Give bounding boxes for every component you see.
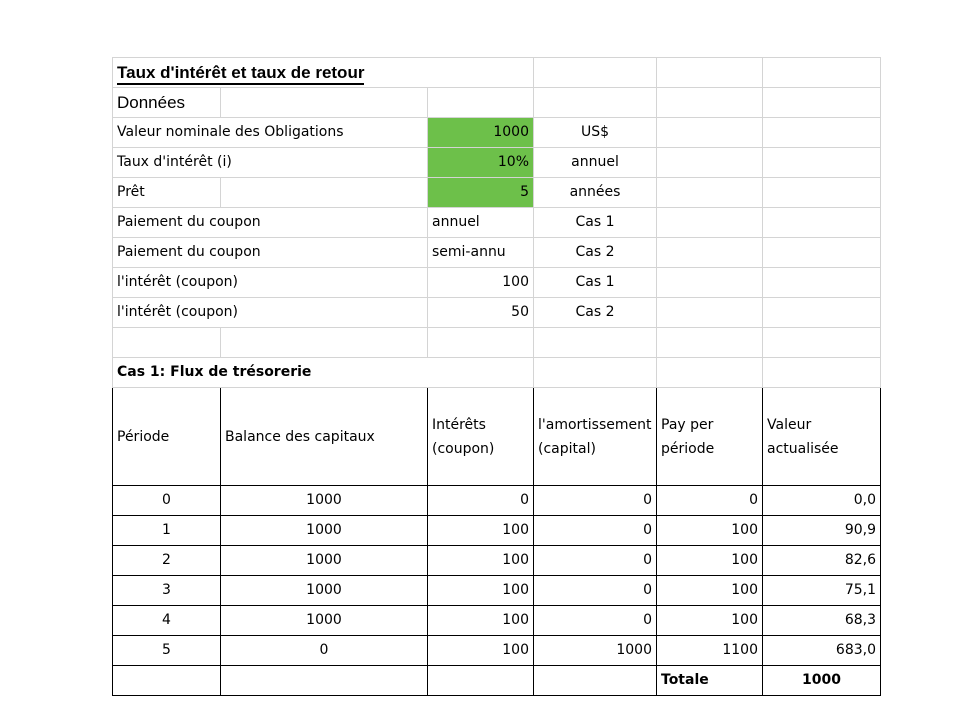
cell[interactable] bbox=[657, 208, 763, 238]
coupon-case[interactable]: Cas 2 bbox=[534, 238, 657, 268]
column-header[interactable]: Période bbox=[113, 388, 221, 486]
cell[interactable] bbox=[763, 178, 881, 208]
cell[interactable] bbox=[763, 208, 881, 238]
total-value[interactable]: 1000 bbox=[763, 666, 881, 696]
amortization-cell[interactable]: 0 bbox=[534, 576, 657, 606]
input-value[interactable]: 5 bbox=[428, 178, 534, 208]
amortization-cell[interactable]: 0 bbox=[534, 516, 657, 546]
period-cell[interactable]: 1 bbox=[113, 516, 221, 546]
balance-cell[interactable]: 1000 bbox=[221, 606, 428, 636]
cell[interactable] bbox=[221, 88, 428, 118]
cell[interactable] bbox=[657, 88, 763, 118]
donnees-label[interactable]: Données bbox=[113, 88, 221, 118]
present-value-cell[interactable]: 82,6 bbox=[763, 546, 881, 576]
column-header[interactable]: l'amortissement (capital) bbox=[534, 388, 657, 486]
column-header[interactable]: Intérêts (coupon) bbox=[428, 388, 534, 486]
input-value[interactable]: 1000 bbox=[428, 118, 534, 148]
cell[interactable] bbox=[763, 358, 881, 388]
present-value-cell[interactable]: 75,1 bbox=[763, 576, 881, 606]
cell[interactable] bbox=[657, 178, 763, 208]
sheet-title-cell[interactable] bbox=[113, 58, 534, 88]
input-label[interactable]: Taux d'intérêt (i) bbox=[113, 148, 428, 178]
payment-cell[interactable]: 1100 bbox=[657, 636, 763, 666]
coupon-value[interactable]: 100 bbox=[428, 268, 534, 298]
cell[interactable] bbox=[534, 358, 657, 388]
cell[interactable] bbox=[763, 58, 881, 88]
cell[interactable] bbox=[763, 328, 881, 358]
cell[interactable] bbox=[657, 358, 763, 388]
interest-cell[interactable]: 100 bbox=[428, 606, 534, 636]
coupon-case[interactable]: Cas 2 bbox=[534, 298, 657, 328]
total-label[interactable]: Totale bbox=[657, 666, 763, 696]
cell[interactable] bbox=[763, 88, 881, 118]
cell[interactable] bbox=[221, 328, 428, 358]
cell[interactable] bbox=[763, 298, 881, 328]
interest-cell[interactable]: 100 bbox=[428, 576, 534, 606]
cell[interactable] bbox=[428, 666, 534, 696]
cell[interactable] bbox=[657, 58, 763, 88]
coupon-case[interactable]: Cas 1 bbox=[534, 208, 657, 238]
present-value-cell[interactable]: 90,9 bbox=[763, 516, 881, 546]
interest-cell[interactable]: 100 bbox=[428, 636, 534, 666]
interest-cell[interactable]: 0 bbox=[428, 486, 534, 516]
interest-cell[interactable]: 100 bbox=[428, 546, 534, 576]
cell[interactable] bbox=[657, 298, 763, 328]
cell[interactable] bbox=[113, 328, 221, 358]
column-header[interactable]: Pay per période bbox=[657, 388, 763, 486]
interest-cell[interactable]: 100 bbox=[428, 516, 534, 546]
input-unit[interactable]: années bbox=[534, 178, 657, 208]
input-unit[interactable]: US$ bbox=[534, 118, 657, 148]
section-title[interactable]: Cas 1: Flux de trésorerie bbox=[113, 358, 534, 388]
balance-cell[interactable]: 0 bbox=[221, 636, 428, 666]
payment-cell[interactable]: 100 bbox=[657, 606, 763, 636]
cell[interactable] bbox=[657, 148, 763, 178]
input-label[interactable]: Valeur nominale des Obligations bbox=[113, 118, 428, 148]
amortization-cell[interactable]: 0 bbox=[534, 606, 657, 636]
sheet-title: Taux d'intérêt et taux de retour bbox=[117, 63, 364, 85]
cell[interactable] bbox=[763, 238, 881, 268]
input-value[interactable]: 10% bbox=[428, 148, 534, 178]
period-cell[interactable]: 4 bbox=[113, 606, 221, 636]
cell[interactable] bbox=[221, 178, 428, 208]
cell[interactable] bbox=[113, 666, 221, 696]
payment-cell[interactable]: 100 bbox=[657, 516, 763, 546]
amortization-cell[interactable]: 0 bbox=[534, 486, 657, 516]
period-cell[interactable]: 5 bbox=[113, 636, 221, 666]
input-label[interactable]: Prêt bbox=[113, 178, 221, 208]
present-value-cell[interactable]: 0,0 bbox=[763, 486, 881, 516]
cell[interactable] bbox=[221, 666, 428, 696]
column-header[interactable]: Balance des capitaux bbox=[221, 388, 428, 486]
balance-cell[interactable]: 1000 bbox=[221, 546, 428, 576]
cell[interactable] bbox=[534, 666, 657, 696]
spreadsheet bbox=[112, 57, 881, 696]
coupon-case[interactable]: Cas 1 bbox=[534, 268, 657, 298]
cell[interactable] bbox=[657, 238, 763, 268]
period-cell[interactable]: 3 bbox=[113, 576, 221, 606]
cell[interactable] bbox=[428, 88, 534, 118]
payment-cell[interactable]: 100 bbox=[657, 546, 763, 576]
cell[interactable] bbox=[763, 148, 881, 178]
coupon-value[interactable]: annuel bbox=[428, 208, 534, 238]
balance-cell[interactable]: 1000 bbox=[221, 486, 428, 516]
coupon-label[interactable]: Paiement du coupon bbox=[113, 238, 428, 268]
cell[interactable] bbox=[763, 118, 881, 148]
cell[interactable] bbox=[534, 88, 657, 118]
coupon-label[interactable]: Paiement du coupon bbox=[113, 208, 428, 238]
present-value-cell[interactable]: 683,0 bbox=[763, 636, 881, 666]
column-header[interactable]: Valeur actualisée bbox=[763, 388, 881, 486]
coupon-label[interactable]: l'intérêt (coupon) bbox=[113, 268, 428, 298]
amortization-cell[interactable]: 0 bbox=[534, 546, 657, 576]
cell[interactable] bbox=[657, 118, 763, 148]
amortization-cell[interactable]: 1000 bbox=[534, 636, 657, 666]
cell[interactable] bbox=[657, 328, 763, 358]
balance-cell[interactable]: 1000 bbox=[221, 516, 428, 546]
period-cell[interactable]: 2 bbox=[113, 546, 221, 576]
coupon-value[interactable]: semi-annu bbox=[428, 238, 534, 268]
cell[interactable] bbox=[763, 268, 881, 298]
input-unit[interactable]: annuel bbox=[534, 148, 657, 178]
coupon-value[interactable]: 50 bbox=[428, 298, 534, 328]
coupon-label[interactable]: l'intérêt (coupon) bbox=[113, 298, 428, 328]
payment-cell[interactable]: 0 bbox=[657, 486, 763, 516]
cell[interactable] bbox=[657, 268, 763, 298]
balance-cell[interactable]: 1000 bbox=[221, 576, 428, 606]
cell[interactable] bbox=[534, 58, 657, 88]
present-value-cell[interactable]: 68,3 bbox=[763, 606, 881, 636]
period-cell[interactable]: 0 bbox=[113, 486, 221, 516]
payment-cell[interactable]: 100 bbox=[657, 576, 763, 606]
cell[interactable] bbox=[534, 328, 657, 358]
cell[interactable] bbox=[428, 328, 534, 358]
